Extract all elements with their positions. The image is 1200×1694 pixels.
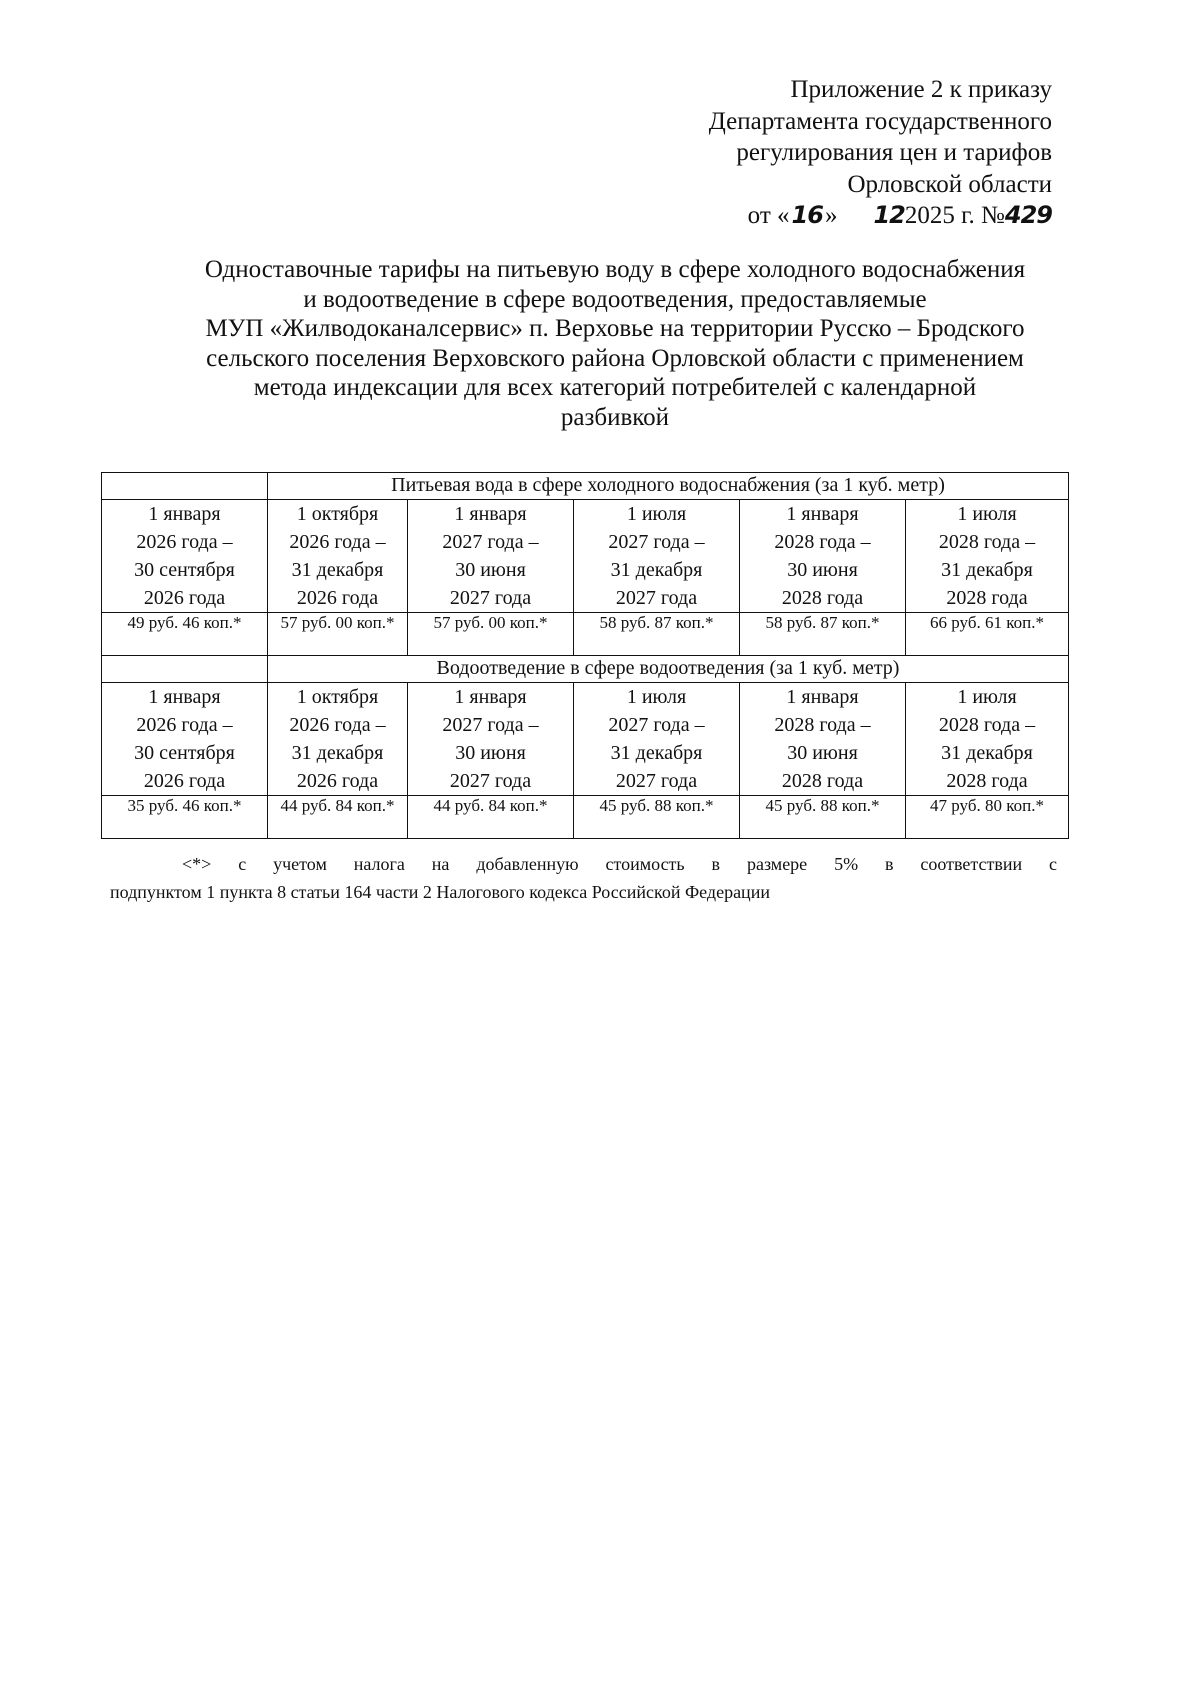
- vat-footnote: [110, 850, 1057, 906]
- period-cell: 1 октября 2026 года – 31 декабря 2026 года: [268, 683, 408, 796]
- period-row: [102, 683, 1069, 796]
- price-cell: 45 руб. 88 коп.*: [574, 796, 740, 839]
- title-line: и водоотведение в сфере водоотведения, предоставляемые: [303, 285, 927, 313]
- price-cell: 35 руб. 46 коп.*: [102, 796, 268, 839]
- date-quote: »: [824, 202, 838, 229]
- order-date-line: [492, 200, 1052, 232]
- document-title: [120, 255, 1110, 432]
- price-cell: 57 руб. 00 коп.*: [268, 613, 408, 656]
- price-cell: 58 руб. 87 коп.*: [740, 613, 906, 656]
- period-cell: 1 января 2028 года – 30 июня 2028 года: [740, 500, 906, 613]
- title-line: сельского поселения Верховского района Орловской области с применением: [206, 344, 1024, 372]
- price-row: [102, 796, 1069, 839]
- price-cell: 44 руб. 84 коп.*: [268, 796, 408, 839]
- empty-cell: [102, 656, 268, 683]
- price-cell: 47 руб. 80 коп.*: [906, 796, 1069, 839]
- period-cell: 1 октября 2026 года – 31 декабря 2026 года: [268, 500, 408, 613]
- price-cell: 66 руб. 61 коп.*: [906, 613, 1069, 656]
- period-cell: 1 января 2027 года – 30 июня 2027 года: [408, 683, 574, 796]
- handwritten-day: 16: [791, 201, 823, 229]
- empty-cell: [102, 473, 268, 500]
- footnote-line: подпунктом 1 пункта 8 статьи 164 части 2 Налогового кодекса Российской Федерации: [110, 882, 770, 902]
- price-cell: 58 руб. 87 коп.*: [574, 613, 740, 656]
- period-row: [102, 500, 1069, 613]
- period-cell: 1 января 2026 года – 30 сентября 2026 года: [102, 500, 268, 613]
- section-heading-row: [102, 473, 1069, 500]
- footnote-line: <*> с учетом налога на добавленную стоимость в размере 5% в соответствии с: [182, 854, 1057, 874]
- price-cell: 49 руб. 46 коп.*: [102, 613, 268, 656]
- section-heading: Водоотведение в сфере водоотведения (за 1 куб. метр): [268, 656, 1069, 683]
- title-line: метода индексации для всех категорий потребителей с календарной: [253, 374, 977, 401]
- period-cell: 1 июля 2027 года – 31 декабря 2027 года: [574, 683, 740, 796]
- title-line: Одноставочные тарифы на питьевую воду в сфере холодного водоснабжения: [204, 256, 1026, 283]
- section-heading: Питьевая вода в сфере холодного водоснабжения (за 1 куб. метр): [268, 473, 1069, 500]
- appendix-line: Департамента государственного: [708, 107, 1052, 135]
- date-year: 2025 г. №: [904, 202, 1005, 229]
- tariff-table: [101, 472, 1069, 839]
- period-cell: 1 января 2026 года – 30 сентября 2026 года: [102, 683, 268, 796]
- appendix-line: регулирования цен и тарифов: [736, 139, 1052, 166]
- price-cell: 57 руб. 00 коп.*: [408, 613, 574, 656]
- section-heading-row: [102, 656, 1069, 683]
- price-cell: 45 руб. 88 коп.*: [740, 796, 906, 839]
- appendix-line: Орловской области: [847, 170, 1052, 198]
- period-cell: 1 июля 2028 года – 31 декабря 2028 года: [906, 500, 1069, 613]
- period-cell: 1 июля 2028 года – 31 декабря 2028 года: [906, 683, 1069, 796]
- handwritten-month: 12: [873, 201, 905, 229]
- price-cell: 44 руб. 84 коп.*: [408, 796, 574, 839]
- period-cell: 1 января 2028 года – 30 июня 2028 года: [740, 683, 906, 796]
- handwritten-order-number: 429: [1004, 201, 1052, 229]
- appendix-header: [492, 74, 1052, 232]
- period-cell: 1 июля 2027 года – 31 декабря 2027 года: [574, 500, 740, 613]
- price-row: [102, 613, 1069, 656]
- appendix-line: Приложение 2 к приказу: [790, 76, 1052, 103]
- title-line: МУП «Жилводоканалсервис» п. Верховье на территории Русско – Бродского: [205, 315, 1025, 342]
- period-cell: 1 января 2027 года – 30 июня 2027 года: [408, 500, 574, 613]
- date-prefix: от «: [747, 202, 790, 229]
- title-line: разбивкой: [560, 403, 670, 431]
